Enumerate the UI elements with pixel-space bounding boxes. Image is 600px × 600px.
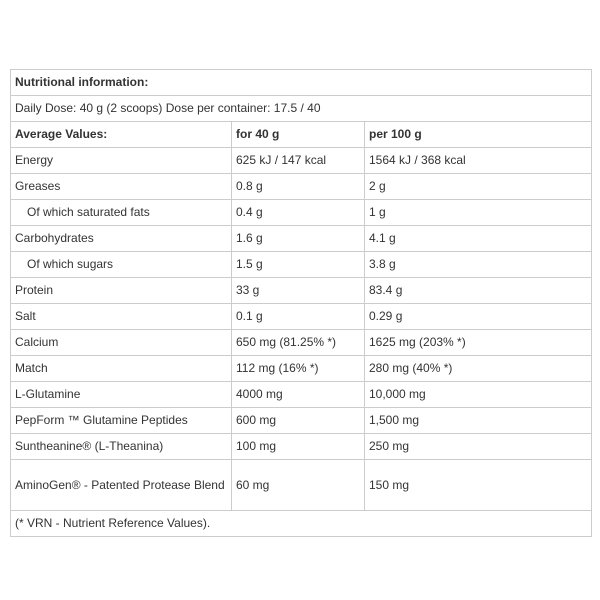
row-label: Energy (11, 148, 232, 174)
row-value-40g: 60 mg (232, 460, 365, 511)
row-value-100g: 1625 mg (203% *) (365, 330, 592, 356)
dose-row (11, 96, 592, 122)
row-label: Salt (11, 304, 232, 330)
row-label: Calcium (11, 330, 232, 356)
table-row (11, 304, 592, 330)
title-row (11, 70, 592, 96)
row-value-100g: 1 g (365, 200, 592, 226)
row-value-100g: 1564 kJ / 368 kcal (365, 148, 592, 174)
table-row (11, 330, 592, 356)
row-value-100g: 83.4 g (365, 278, 592, 304)
row-value-40g: 600 mg (232, 408, 365, 434)
row-label: Carbohydrates (11, 226, 232, 252)
row-value-40g: 1.5 g (232, 252, 365, 278)
table-row (11, 174, 592, 200)
row-label: Of which saturated fats (11, 200, 232, 226)
row-value-40g: 0.8 g (232, 174, 365, 200)
row-value-100g: 150 mg (365, 460, 592, 511)
row-value-100g: 280 mg (40% *) (365, 356, 592, 382)
row-label: Match (11, 356, 232, 382)
row-value-100g: 4.1 g (365, 226, 592, 252)
dose-info: Daily Dose: 40 g (2 scoops) Dose per container: 17.5 / 40 (11, 96, 592, 122)
row-value-40g: 112 mg (16% *) (232, 356, 365, 382)
row-value-100g: 2 g (365, 174, 592, 200)
nutrition-table (10, 69, 592, 537)
table-row (11, 200, 592, 226)
row-label: PepForm ™ Glutamine Peptides (11, 408, 232, 434)
row-value-40g: 1.6 g (232, 226, 365, 252)
header-for-40g: for 40 g (232, 122, 365, 148)
row-label: Of which sugars (11, 252, 232, 278)
row-label: L-Glutamine (11, 382, 232, 408)
header-per-100g: per 100 g (365, 122, 592, 148)
row-value-40g: 33 g (232, 278, 365, 304)
row-value-100g: 250 mg (365, 434, 592, 460)
row-value-40g: 625 kJ / 147 kcal (232, 148, 365, 174)
row-value-40g: 650 mg (81.25% *) (232, 330, 365, 356)
row-value-40g: 100 mg (232, 434, 365, 460)
row-value-100g: 0.29 g (365, 304, 592, 330)
row-value-100g: 10,000 mg (365, 382, 592, 408)
row-value-40g: 0.1 g (232, 304, 365, 330)
header-average-values: Average Values: (11, 122, 232, 148)
header-row (11, 122, 592, 148)
table-row (11, 252, 592, 278)
footnote: (* VRN - Nutrient Reference Values). (11, 511, 592, 537)
row-value-100g: 1,500 mg (365, 408, 592, 434)
table-row (11, 226, 592, 252)
table-row (11, 434, 592, 460)
row-value-100g: 3.8 g (365, 252, 592, 278)
row-label: Suntheanine® (L-Theanina) (11, 434, 232, 460)
table-row (11, 382, 592, 408)
row-label: Protein (11, 278, 232, 304)
table-row (11, 278, 592, 304)
row-value-40g: 4000 mg (232, 382, 365, 408)
table-row (11, 460, 592, 511)
row-label: AminoGen® - Patented Protease Blend (11, 460, 232, 511)
table-title: Nutritional information: (11, 70, 592, 96)
row-label: Greases (11, 174, 232, 200)
footnote-row (11, 511, 592, 537)
row-value-40g: 0.4 g (232, 200, 365, 226)
table-row (11, 356, 592, 382)
table-row (11, 408, 592, 434)
table-row (11, 148, 592, 174)
